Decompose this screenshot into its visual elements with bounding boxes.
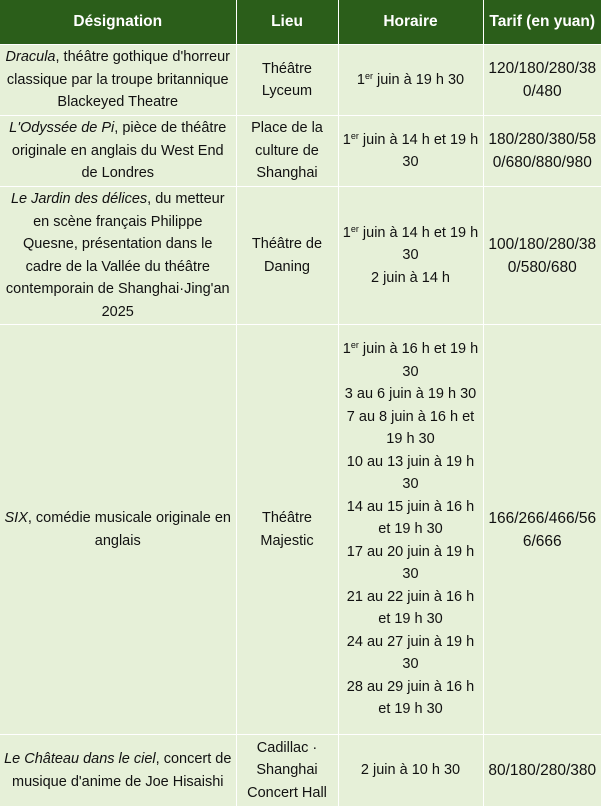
table-row (0, 45, 601, 116)
schedule-slot: 1er juin à 16 h et 19 h 30 (342, 340, 479, 380)
show-description: , concert de musique d'anime de Joe Hisaishi (11, 751, 232, 790)
show-description: , comédie musicale originale en anglais (27, 510, 231, 549)
schedule-slot: 14 au 15 juin à 16 h et 19 h 30 (346, 498, 475, 538)
show-description: , pièce de théâtre originale en anglais du West End de Londres (11, 120, 227, 182)
schedule-slot: 3 au 6 juin à 19 h 30 (344, 386, 477, 403)
schedule-slot: 2 juin à 10 h 30 (360, 762, 461, 779)
lieu-cell: Place de la culture de Shanghai (236, 116, 338, 187)
header-tarif: Tarif (en yuan) (483, 0, 601, 45)
lieu-cell: Théâtre de Daning (236, 187, 338, 325)
header-designation: Désignation (0, 0, 236, 45)
table-row (0, 735, 601, 807)
schedule-slot: 24 au 27 juin à 19 h 30 (346, 633, 475, 673)
show-title: L'Odyssée de Pi (9, 120, 115, 137)
schedule-slot: 7 au 8 juin à 16 h et 19 h 30 (346, 408, 475, 448)
header-lieu: Lieu (236, 0, 338, 45)
tarif-cell: 120/180/280/380/480 (483, 45, 601, 116)
show-title: Le Jardin des délices (10, 191, 148, 207)
show-title: SIX (4, 510, 28, 526)
schedule-slot: 21 au 22 juin à 16 h et 19 h 30 (346, 588, 475, 628)
horaire-cell (338, 187, 483, 325)
horaire-cell (338, 735, 483, 807)
schedule-slot: 1er juin à 19 h 30 (356, 70, 465, 88)
designation-cell (0, 735, 236, 807)
designation-cell (0, 45, 236, 116)
tarif-cell: 180/280/380/580/680/880/980 (483, 116, 601, 187)
tarif-cell: 80/180/280/380 (483, 735, 601, 807)
schedule-slot: 2 juin à 14 h (370, 269, 450, 286)
tarif-cell: 166/266/466/566/666 (483, 325, 601, 735)
tarif-cell: 100/180/280/380/580/680 (483, 187, 601, 325)
header-horaire: Horaire (338, 0, 483, 45)
designation-cell (0, 187, 236, 325)
horaire-cell (338, 116, 483, 187)
lieu-cell: Théâtre Lyceum (236, 45, 338, 116)
show-description: , du metteur en scène français Philippe Quesne, présentation dans le cadre de la Vallée du théâtre contemporain de Shanghai·Jing'an 2025 (5, 191, 230, 320)
show-description: , théâtre gothique d'horreur classique par la troupe britannique Blackeyed Theatre (6, 49, 230, 111)
show-title: Dracula (5, 49, 56, 66)
designation-cell (0, 325, 236, 735)
show-title: Le Château dans le ciel (4, 751, 156, 767)
schedule-slot: 10 au 13 juin à 19 h 30 (346, 453, 475, 493)
table-row (0, 187, 601, 325)
header-row (0, 0, 601, 45)
designation-cell (0, 116, 236, 187)
schedule-slot: 1er juin à 14 h et 19 h 30 (342, 223, 479, 264)
lieu-cell: Théâtre Majestic (236, 325, 338, 735)
schedule-slot: 1er juin à 14 h et 19 h 30 (342, 130, 479, 170)
lieu-cell: Cadillac · Shanghai Concert Hall (236, 735, 338, 807)
table-row (0, 325, 601, 735)
table-row (0, 116, 601, 187)
schedule-slot: 28 au 29 juin à 16 h et 19 h 30 (346, 678, 475, 718)
horaire-cell (338, 325, 483, 735)
horaire-cell (338, 45, 483, 116)
schedule-slot: 17 au 20 juin à 19 h 30 (346, 543, 475, 583)
